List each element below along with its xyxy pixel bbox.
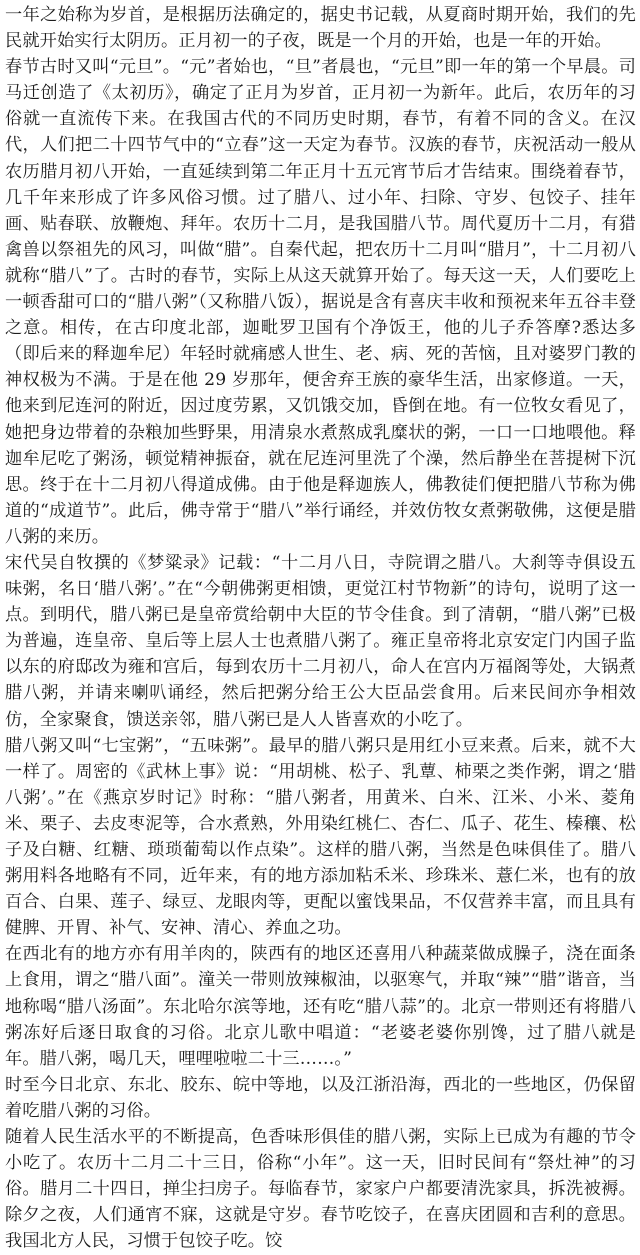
paragraph-la-ba-mian: 在西北有的地方亦有用羊肉的，陕西有的地区还喜用八种蔬菜做成臊子，浇在面条上食用，谓之“腊八面”。潼关一带则放辣椒油，以驱寒气，并取“辣”“腊”谐音，当地称喝“腊八汤面”。东北哈尔滨等地，还有吃“腊八蒜”的。北京一带则还有将腊八粥冻好后逐日取食的习俗。北京儿歌中唱道：“老婆老婆你别馋，过了腊八就是年。腊八粥，喝几天，哩哩啦啦二十三……。” [5, 944, 636, 1069]
paragraph-chun-jie-origin: 春节古时又叫“元旦”。“元”者始也，“旦”者晨也，“元旦”即一年的第一个早晨。司马迁创造了《太初历》，确定了正月为岁首，正月初一为新年。此后，农历年的习俗就一直流传下来。在我国古代的不同历史时期，春节，有着不同的含义。在汉代，人们把二十四节气中的“立春”这一天定为春节。汉族的春节，庆祝活动一般从农历腊月初八开始，一直延续到第二年正月十五元宵节后才告结束。围绕着春节，几千年来形成了许多风俗习惯。过了腊八、过小年、扫除、守岁、包饺子、挂年画、贴春联、放鞭炮、拜年。农历十二月，是我国腊八节。周代夏历十二月，有猎禽兽以祭祖先的风习，叫做“腊”。自秦代起，把农历十二月叫“腊月”，十二月初八就称“腊八”了。古时的春节，实际上从这天就算开始了。每天这一天，人们要吃上一顿香甜可口的“腊八粥”（又称腊八饭），据说是含有喜庆丰收和预祝来年五谷丰登之意。相传，在古印度北部，迦毗罗卫国有个净饭王，他的儿子乔答摩?悉达多（即后来的释迦牟尼）年轻时就痛感人世生、老、病、死的苦恼，且对婆罗门教的神权极为不满。于是在他 29 岁那年，便舍弃王族的豪华生活，出家修道。一天，他来到尼连河的附近，因过度劳累，又饥饿交加，昏倒在地。有一位牧女看见了，她把身边带着的杂粮加些野果，用清泉水煮熬成乳糜状的粥，一口一口地喂他。释迦牟尼吃了粥汤，顿觉精神振奋，就在尼连河里洗了个澡，然后静坐在菩提树下沉思。终于在十二月初八得道成佛。由于他是释迦族人，佛教徒们便把腊八节称为佛道的“成道节”。此后，佛寺常于“腊八”举行诵经，并效仿牧女煮粥敬佛，这便是腊八粥的来历。 [5, 57, 636, 547]
paragraph-sui-shou: 一年之始称为岁首，是根据历法确定的，据史书记载，从夏商时期开始，我们的先民就开始实行太阴历。正月初一的子夜，既是一个月的开始，也是一年的开始。 [5, 5, 636, 52]
paragraph-qi-bao-zhou: 腊八粥又叫“七宝粥”，“五味粥”。最早的腊八粥只是用红小豆来煮。后来，就不大一样了。周密的《武林上事》说：“用胡桃、松子、乳蕈、柿栗之类作粥，谓之‘腊八粥’。”在《燕京岁时记》时称：“腊八粥者，用黄米、白米、江米、小米、菱角米、栗子、去皮枣泥等，合水煮熟，外用染红桃仁、杏仁、瓜子、花生、榛穰、松子及白糖、红糖、琐琐葡萄以作点染”。这样的腊八粥，当然是色味俱佳了。腊八粥用料各地略有不同，近年来，有的地方添加粘禾米、珍珠米、薏仁米，也有的放百合、白果、莲子、绿豆、龙眼肉等，更配以蜜饯果品，不仅营养丰富，而且具有健脾、开胃、补气、安神、清心、养血之功。 [5, 735, 636, 939]
paragraph-xiao-nian: 随着人民生活水平的不断提高，色香味形俱佳的腊八粥，实际上已成为有趣的节令小吃了。农历十二月二十三日，俗称“小年”。这一天，旧时民间有“祭灶神”的习俗。腊月二十四日，掸尘扫房子。每临春节，家家户户都要清洗家具，拆洗被褥。除夕之夜，人们通宵不寐，这就是守岁。春节吃饺子，在喜庆团圆和吉利的意思。我国北方人民，习惯于包饺子吃。饺 [5, 1127, 636, 1252]
paragraph-regions: 时至今日北京、东北、胶东、皖中等地，以及江浙沿海，西北的一些地区，仍保留着吃腊八粥的习俗。 [5, 1074, 636, 1121]
paragraph-meng-liang-lu: 宋代吴自牧撰的《梦粱录》记载：“十二月八日，寺院谓之腊八。大刹等寺俱设五味粥，名日‘腊八粥’。”在“今朝佛粥更相馈，更觉江村节物新”的诗句，说明了这一点。到明代，腊八粥已是皇帝赏给朝中大臣的节令佳食。到了清朝，“腊八粥”已极为普遍，连皇帝、皇后等上层人士也煮腊八粥了。雍正皇帝将北京安定门内国子监以东的府邸改为雍和宫后，每到农历十二月初八，命人在宫内万福阁等处，大锅煮腊八粥，并请来喇叭诵经，然后把粥分给王公大臣品尝食用。后来民间亦争相效仿，全家聚食，馈送亲邻，腊八粥已是人人皆喜欢的小吃了。 [5, 552, 636, 730]
